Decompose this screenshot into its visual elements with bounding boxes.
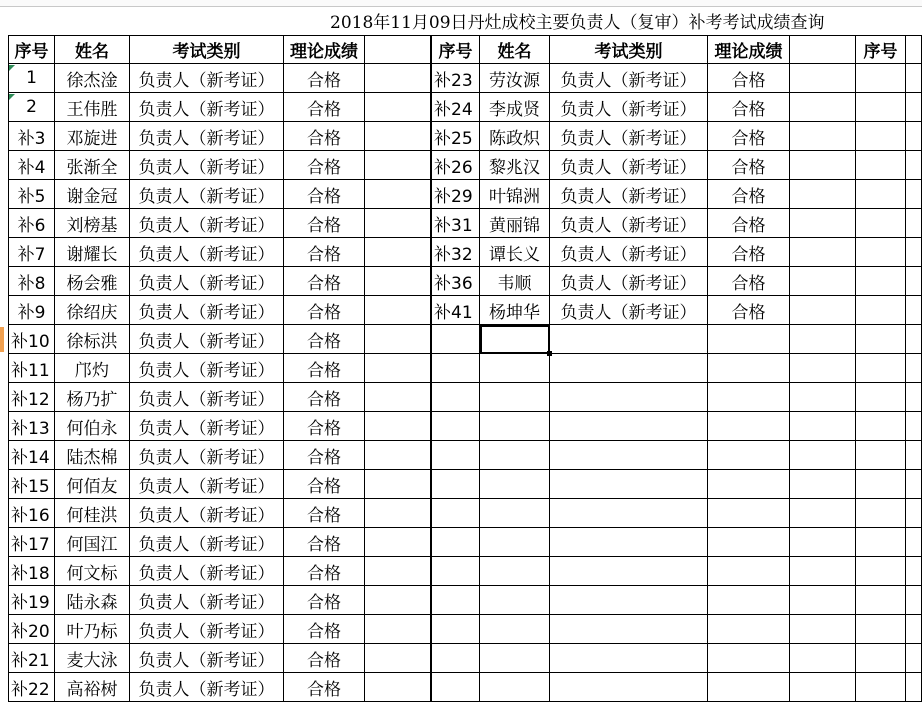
- middle-seq-cell[interactable]: 补36: [431, 267, 480, 296]
- empty-cell[interactable]: [365, 383, 431, 412]
- empty-cell[interactable]: [365, 64, 431, 93]
- empty-cell[interactable]: [365, 586, 431, 615]
- empty-cell[interactable]: [856, 412, 906, 441]
- empty-cell[interactable]: [856, 267, 906, 296]
- left-name-cell[interactable]: 刘榜基: [55, 209, 130, 238]
- empty-cell[interactable]: [790, 325, 856, 354]
- left-seq-cell[interactable]: 1: [8, 64, 55, 93]
- empty-cell[interactable]: [856, 441, 906, 470]
- left-score-cell[interactable]: 合格: [284, 93, 365, 122]
- middle-seq-cell[interactable]: 补32: [431, 238, 480, 267]
- left-score-cell[interactable]: 合格: [284, 615, 365, 644]
- middle-name-cell[interactable]: 韦顺: [480, 267, 550, 296]
- empty-cell[interactable]: [856, 586, 906, 615]
- empty-cell[interactable]: [365, 354, 431, 383]
- left-name-cell[interactable]: 陆杰棉: [55, 441, 130, 470]
- middle-name-cell[interactable]: 谭长义: [480, 238, 550, 267]
- empty-cell[interactable]: [856, 383, 906, 412]
- empty-cell[interactable]: [790, 412, 856, 441]
- left-header-category[interactable]: 考试类别: [130, 35, 284, 64]
- sheet-title: 2018年11月09日丹灶成校主要负责人（复审）补考考试成绩查询: [330, 13, 825, 33]
- left-name-cell[interactable]: 何佰友: [55, 470, 130, 499]
- empty-cell[interactable]: [365, 296, 431, 325]
- empty-cell[interactable]: [708, 644, 790, 673]
- empty-cell[interactable]: [790, 296, 856, 325]
- left-score-cell[interactable]: 合格: [284, 354, 365, 383]
- middle-name-cell[interactable]: 黄丽锦: [480, 209, 550, 238]
- left-category-cell[interactable]: 负责人（新考证）: [130, 586, 284, 615]
- empty-cell[interactable]: [790, 122, 856, 151]
- left-name-cell[interactable]: 杨会雅: [55, 267, 130, 296]
- left-category-cell[interactable]: 负责人（新考证）: [130, 615, 284, 644]
- left-category-cell[interactable]: 负责人（新考证）: [130, 238, 284, 267]
- middle-seq-cell[interactable]: 补41: [431, 296, 480, 325]
- left-seq-cell[interactable]: 2: [8, 93, 55, 122]
- empty-cell[interactable]: [365, 412, 431, 441]
- empty-cell[interactable]: [790, 673, 856, 702]
- empty-cell[interactable]: [365, 93, 431, 122]
- left-seq-cell[interactable]: 补9: [8, 296, 55, 325]
- empty-cell[interactable]: [365, 238, 431, 267]
- empty-cell[interactable]: [365, 499, 431, 528]
- empty-cell[interactable]: [906, 470, 922, 499]
- left-name-cell[interactable]: 邝灼: [55, 354, 130, 383]
- empty-cell[interactable]: [708, 383, 790, 412]
- middle-score-cell[interactable]: 合格: [708, 122, 790, 151]
- left-name-cell[interactable]: 高裕树: [55, 673, 130, 702]
- empty-cell[interactable]: [480, 528, 550, 557]
- empty-cell[interactable]: [906, 499, 922, 528]
- middle-seq-cell[interactable]: 补25: [431, 122, 480, 151]
- empty-cell[interactable]: [480, 412, 550, 441]
- comment-marker-icon: [9, 65, 15, 71]
- empty-cell[interactable]: [550, 586, 708, 615]
- left-category-cell[interactable]: 负责人（新考证）: [130, 209, 284, 238]
- empty-cell[interactable]: [708, 615, 790, 644]
- empty-cell[interactable]: [708, 557, 790, 586]
- left-seq-cell[interactable]: 补6: [8, 209, 55, 238]
- empty-cell[interactable]: [906, 93, 922, 122]
- left-score-cell[interactable]: 合格: [284, 441, 365, 470]
- empty-cell[interactable]: [431, 615, 480, 644]
- middle-name-cell[interactable]: 黎兆汉: [480, 151, 550, 180]
- left-name-cell[interactable]: 何伯永: [55, 412, 130, 441]
- left-category-cell[interactable]: 负责人（新考证）: [130, 93, 284, 122]
- empty-cell[interactable]: [856, 470, 906, 499]
- left-category-cell[interactable]: 负责人（新考证）: [130, 441, 284, 470]
- empty-cell[interactable]: [790, 644, 856, 673]
- empty-cell[interactable]: [790, 470, 856, 499]
- empty-cell[interactable]: [708, 499, 790, 528]
- empty-cell[interactable]: [431, 586, 480, 615]
- empty-cell[interactable]: [365, 209, 431, 238]
- left-score-cell[interactable]: 合格: [284, 383, 365, 412]
- empty-cell[interactable]: [365, 267, 431, 296]
- left-score-cell[interactable]: 合格: [284, 180, 365, 209]
- middle-seq-cell[interactable]: 补26: [431, 151, 480, 180]
- middle-name-cell[interactable]: 叶锦洲: [480, 180, 550, 209]
- empty-cell[interactable]: [431, 673, 480, 702]
- empty-cell[interactable]: [790, 354, 856, 383]
- left-seq-cell[interactable]: 补12: [8, 383, 55, 412]
- empty-cell[interactable]: [480, 586, 550, 615]
- empty-cell[interactable]: [906, 209, 922, 238]
- empty-cell[interactable]: [906, 35, 922, 64]
- empty-cell[interactable]: [856, 499, 906, 528]
- left-name-cell[interactable]: 徐标洪: [55, 325, 130, 354]
- left-seq-cell[interactable]: 补21: [8, 644, 55, 673]
- empty-cell[interactable]: [480, 499, 550, 528]
- left-seq-cell[interactable]: 补17: [8, 528, 55, 557]
- empty-cell[interactable]: [550, 557, 708, 586]
- left-seq-cell[interactable]: 补13: [8, 412, 55, 441]
- empty-cell[interactable]: [550, 325, 708, 354]
- left-name-cell[interactable]: 徐杰淦: [55, 64, 130, 93]
- middle-score-cell[interactable]: 合格: [708, 238, 790, 267]
- empty-cell[interactable]: [431, 441, 480, 470]
- empty-cell[interactable]: [550, 644, 708, 673]
- left-seq-cell[interactable]: 补10: [8, 325, 55, 354]
- empty-cell[interactable]: [480, 383, 550, 412]
- middle-category-cell[interactable]: 负责人（新考证）: [550, 267, 708, 296]
- left-category-cell[interactable]: 负责人（新考证）: [130, 151, 284, 180]
- middle-score-cell[interactable]: 合格: [708, 180, 790, 209]
- empty-cell[interactable]: [906, 586, 922, 615]
- empty-cell[interactable]: [906, 64, 922, 93]
- empty-cell[interactable]: [790, 441, 856, 470]
- empty-cell[interactable]: [906, 673, 922, 702]
- empty-cell[interactable]: [708, 586, 790, 615]
- middle-score-cell[interactable]: 合格: [708, 151, 790, 180]
- empty-cell[interactable]: [906, 180, 922, 209]
- middle-seq-cell[interactable]: 补24: [431, 93, 480, 122]
- empty-cell[interactable]: [431, 557, 480, 586]
- empty-cell[interactable]: [365, 528, 431, 557]
- empty-cell[interactable]: [906, 644, 922, 673]
- empty-cell[interactable]: [365, 122, 431, 151]
- empty-cell[interactable]: [856, 673, 906, 702]
- left-score-cell[interactable]: 合格: [284, 557, 365, 586]
- empty-cell[interactable]: [906, 151, 922, 180]
- left-category-cell[interactable]: 负责人（新考证）: [130, 644, 284, 673]
- empty-cell[interactable]: [480, 615, 550, 644]
- left-name-cell[interactable]: 何文标: [55, 557, 130, 586]
- empty-cell[interactable]: [790, 209, 856, 238]
- middle-score-cell[interactable]: 合格: [708, 64, 790, 93]
- empty-cell[interactable]: [480, 354, 550, 383]
- middle-score-cell[interactable]: 合格: [708, 267, 790, 296]
- middle-name-cell[interactable]: 劳汝源: [480, 64, 550, 93]
- left-score-cell[interactable]: 合格: [284, 267, 365, 296]
- empty-cell[interactable]: [856, 64, 906, 93]
- middle-category-cell[interactable]: 负责人（新考证）: [550, 296, 708, 325]
- empty-cell[interactable]: [365, 151, 431, 180]
- empty-cell[interactable]: [708, 325, 790, 354]
- empty-cell[interactable]: [906, 383, 922, 412]
- empty-cell[interactable]: [790, 557, 856, 586]
- left-seq-cell[interactable]: 补8: [8, 267, 55, 296]
- empty-cell[interactable]: [790, 528, 856, 557]
- left-score-cell[interactable]: 合格: [284, 673, 365, 702]
- empty-cell[interactable]: [790, 615, 856, 644]
- empty-cell[interactable]: [365, 644, 431, 673]
- empty-cell[interactable]: [431, 528, 480, 557]
- left-seq-cell[interactable]: 补11: [8, 354, 55, 383]
- middle-name-cell[interactable]: 陈政炽: [480, 122, 550, 151]
- empty-cell[interactable]: [365, 180, 431, 209]
- empty-cell[interactable]: [480, 673, 550, 702]
- empty-cell[interactable]: [856, 296, 906, 325]
- left-score-cell[interactable]: 合格: [284, 122, 365, 151]
- left-seq-cell[interactable]: 补7: [8, 238, 55, 267]
- left-seq-cell[interactable]: 补5: [8, 180, 55, 209]
- middle-name-cell[interactable]: 李成贤: [480, 93, 550, 122]
- empty-cell[interactable]: [431, 354, 480, 383]
- empty-cell[interactable]: [906, 412, 922, 441]
- left-category-cell[interactable]: 负责人（新考证）: [130, 673, 284, 702]
- empty-cell[interactable]: [856, 644, 906, 673]
- empty-cell[interactable]: [550, 412, 708, 441]
- empty-cell[interactable]: [550, 528, 708, 557]
- empty-cell[interactable]: [550, 441, 708, 470]
- left-seq-cell[interactable]: 补16: [8, 499, 55, 528]
- empty-cell[interactable]: [906, 557, 922, 586]
- left-score-cell[interactable]: 合格: [284, 412, 365, 441]
- left-name-cell[interactable]: 何国江: [55, 528, 130, 557]
- middle-category-cell[interactable]: 负责人（新考证）: [550, 64, 708, 93]
- left-header-seq[interactable]: 序号: [8, 35, 55, 64]
- empty-cell[interactable]: [431, 644, 480, 673]
- middle-category-cell[interactable]: 负责人（新考证）: [550, 238, 708, 267]
- left-category-cell[interactable]: 负责人（新考证）: [130, 470, 284, 499]
- left-category-cell[interactable]: 负责人（新考证）: [130, 325, 284, 354]
- top-grid-band: [0, 0, 922, 7]
- empty-cell[interactable]: [708, 673, 790, 702]
- middle-category-cell[interactable]: 负责人（新考证）: [550, 93, 708, 122]
- empty-cell[interactable]: [365, 673, 431, 702]
- left-score-cell[interactable]: 合格: [284, 151, 365, 180]
- middle-category-cell[interactable]: 负责人（新考证）: [550, 122, 708, 151]
- left-seq-cell[interactable]: 补3: [8, 122, 55, 151]
- left-name-cell[interactable]: 张渐全: [55, 151, 130, 180]
- empty-cell[interactable]: [906, 354, 922, 383]
- empty-cell[interactable]: [906, 267, 922, 296]
- left-category-cell[interactable]: 负责人（新考证）: [130, 528, 284, 557]
- left-category-cell[interactable]: 负责人（新考证）: [130, 267, 284, 296]
- left-category-cell[interactable]: 负责人（新考证）: [130, 122, 284, 151]
- empty-cell[interactable]: [365, 441, 431, 470]
- empty-cell[interactable]: [365, 325, 431, 354]
- left-category-cell[interactable]: 负责人（新考证）: [130, 354, 284, 383]
- middle-header-seq[interactable]: 序号: [431, 35, 480, 64]
- left-name-cell[interactable]: 麦大泳: [55, 644, 130, 673]
- empty-cell[interactable]: [906, 122, 922, 151]
- row-highlight-marker: [0, 327, 4, 352]
- empty-cell[interactable]: [790, 499, 856, 528]
- left-name-cell[interactable]: 杨乃扩: [55, 383, 130, 412]
- empty-cell[interactable]: [906, 296, 922, 325]
- empty-cell[interactable]: [550, 615, 708, 644]
- middle-header-category[interactable]: 考试类别: [550, 35, 708, 64]
- empty-cell[interactable]: [480, 557, 550, 586]
- left-score-cell[interactable]: 合格: [284, 499, 365, 528]
- empty-cell[interactable]: [365, 615, 431, 644]
- left-seq-cell[interactable]: 补18: [8, 557, 55, 586]
- left-score-cell[interactable]: 合格: [284, 644, 365, 673]
- empty-cell[interactable]: [906, 528, 922, 557]
- empty-cell[interactable]: [708, 470, 790, 499]
- empty-cell[interactable]: [856, 354, 906, 383]
- middle-header-score[interactable]: 理论成绩: [708, 35, 790, 64]
- empty-cell[interactable]: [431, 412, 480, 441]
- empty-cell[interactable]: [550, 354, 708, 383]
- empty-cell[interactable]: [906, 615, 922, 644]
- middle-name-cell[interactable]: 杨坤华: [480, 296, 550, 325]
- empty-cell[interactable]: [906, 325, 922, 354]
- empty-cell[interactable]: [856, 209, 906, 238]
- empty-cell[interactable]: [856, 238, 906, 267]
- left-seq-cell[interactable]: 补19: [8, 586, 55, 615]
- left-score-cell[interactable]: 合格: [284, 209, 365, 238]
- left-score-cell[interactable]: 合格: [284, 586, 365, 615]
- middle-score-cell[interactable]: 合格: [708, 209, 790, 238]
- left-name-cell[interactable]: 谢耀长: [55, 238, 130, 267]
- left-category-cell[interactable]: 负责人（新考证）: [130, 557, 284, 586]
- left-score-cell[interactable]: 合格: [284, 528, 365, 557]
- left-header-score[interactable]: 理论成绩: [284, 35, 365, 64]
- middle-seq-cell[interactable]: 补23: [431, 64, 480, 93]
- empty-cell[interactable]: [365, 470, 431, 499]
- left-score-cell[interactable]: 合格: [284, 325, 365, 354]
- left-header-name[interactable]: 姓名: [55, 35, 130, 64]
- empty-cell[interactable]: [790, 64, 856, 93]
- selected-cell[interactable]: [480, 325, 550, 354]
- empty-cell[interactable]: [790, 383, 856, 412]
- empty-cell[interactable]: [790, 238, 856, 267]
- empty-cell[interactable]: [790, 93, 856, 122]
- empty-cell[interactable]: [550, 383, 708, 412]
- left-name-cell[interactable]: 陆永森: [55, 586, 130, 615]
- empty-cell[interactable]: [550, 673, 708, 702]
- left-name-cell[interactable]: 何桂洪: [55, 499, 130, 528]
- right-header-seq[interactable]: 序号: [856, 35, 906, 64]
- empty-cell[interactable]: [790, 35, 856, 64]
- empty-cell[interactable]: [790, 151, 856, 180]
- empty-cell[interactable]: [906, 441, 922, 470]
- empty-cell[interactable]: [708, 412, 790, 441]
- empty-cell[interactable]: [856, 93, 906, 122]
- left-name-cell[interactable]: 邓旋进: [55, 122, 130, 151]
- empty-cell[interactable]: [431, 470, 480, 499]
- empty-cell[interactable]: [550, 499, 708, 528]
- comment-marker-icon: [9, 94, 15, 100]
- empty-cell[interactable]: [365, 557, 431, 586]
- middle-category-cell[interactable]: 负责人（新考证）: [550, 151, 708, 180]
- left-category-cell[interactable]: 负责人（新考证）: [130, 412, 284, 441]
- left-seq-cell[interactable]: 补4: [8, 151, 55, 180]
- left-category-cell[interactable]: 负责人（新考证）: [130, 296, 284, 325]
- empty-cell[interactable]: [550, 470, 708, 499]
- empty-cell[interactable]: [708, 354, 790, 383]
- left-category-cell[interactable]: 负责人（新考证）: [130, 180, 284, 209]
- empty-cell[interactable]: [790, 267, 856, 296]
- left-score-cell[interactable]: 合格: [284, 296, 365, 325]
- empty-cell[interactable]: [790, 586, 856, 615]
- empty-cell[interactable]: [856, 325, 906, 354]
- empty-cell[interactable]: [856, 180, 906, 209]
- empty-cell[interactable]: [708, 528, 790, 557]
- empty-cell[interactable]: [856, 151, 906, 180]
- empty-cell[interactable]: [790, 180, 856, 209]
- middle-seq-cell[interactable]: 补31: [431, 209, 480, 238]
- middle-category-cell[interactable]: 负责人（新考证）: [550, 209, 708, 238]
- empty-cell[interactable]: [365, 35, 431, 64]
- left-seq-cell[interactable]: 补20: [8, 615, 55, 644]
- left-name-cell[interactable]: 叶乃标: [55, 615, 130, 644]
- empty-cell[interactable]: [856, 528, 906, 557]
- empty-cell[interactable]: [431, 499, 480, 528]
- left-name-cell[interactable]: 谢金冠: [55, 180, 130, 209]
- middle-category-cell[interactable]: 负责人（新考证）: [550, 180, 708, 209]
- middle-score-cell[interactable]: 合格: [708, 93, 790, 122]
- left-score-cell[interactable]: 合格: [284, 64, 365, 93]
- empty-cell[interactable]: [708, 441, 790, 470]
- middle-score-cell[interactable]: 合格: [708, 296, 790, 325]
- empty-cell[interactable]: [856, 122, 906, 151]
- left-name-cell[interactable]: 徐绍庆: [55, 296, 130, 325]
- empty-cell[interactable]: [480, 470, 550, 499]
- left-score-cell[interactable]: 合格: [284, 238, 365, 267]
- empty-cell[interactable]: [431, 383, 480, 412]
- left-seq-cell[interactable]: 补15: [8, 470, 55, 499]
- left-seq-cell[interactable]: 补14: [8, 441, 55, 470]
- middle-header-name[interactable]: 姓名: [480, 35, 550, 64]
- empty-cell[interactable]: [856, 615, 906, 644]
- left-category-cell[interactable]: 负责人（新考证）: [130, 383, 284, 412]
- empty-cell[interactable]: [856, 557, 906, 586]
- empty-cell[interactable]: [431, 325, 480, 354]
- left-name-cell[interactable]: 王伟胜: [55, 93, 130, 122]
- empty-cell[interactable]: [906, 238, 922, 267]
- middle-seq-cell[interactable]: 补29: [431, 180, 480, 209]
- left-category-cell[interactable]: 负责人（新考证）: [130, 64, 284, 93]
- empty-cell[interactable]: [480, 441, 550, 470]
- left-category-cell[interactable]: 负责人（新考证）: [130, 499, 284, 528]
- empty-cell[interactable]: [480, 644, 550, 673]
- left-seq-cell[interactable]: 补22: [8, 673, 55, 702]
- left-score-cell[interactable]: 合格: [284, 470, 365, 499]
